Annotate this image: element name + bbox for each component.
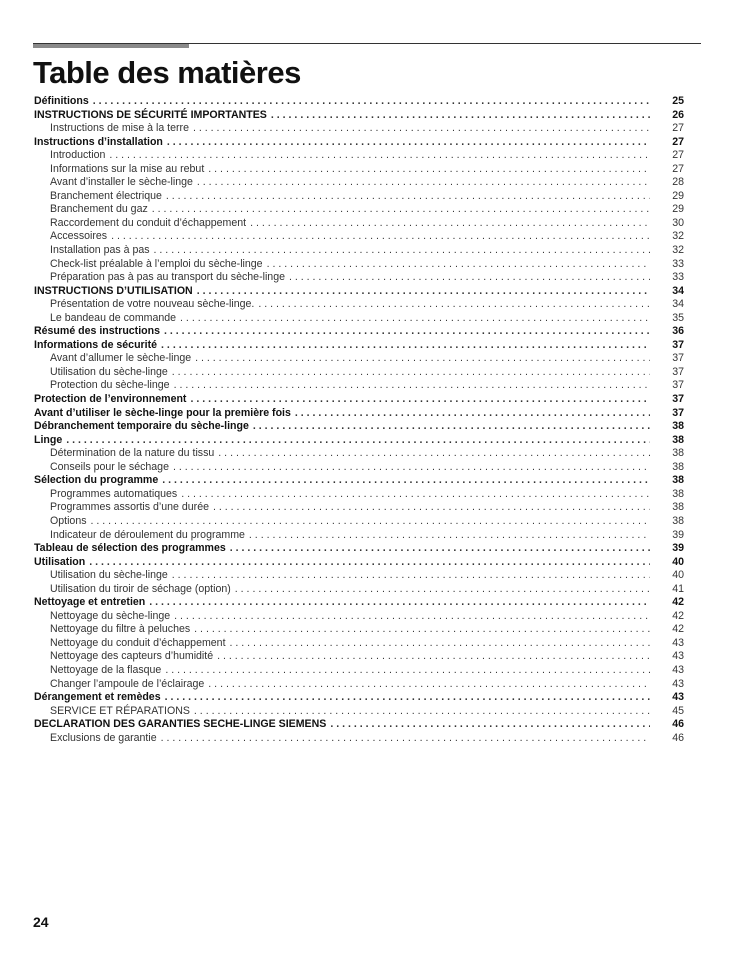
dot-leader [195, 352, 650, 366]
toc-entry-label: Check-list préalable à l’emploi du sèche-linge [50, 257, 263, 270]
toc-entry-page: 42 [672, 596, 684, 609]
toc-entry-page: 38 [672, 460, 684, 473]
toc-entry-label: Options [50, 514, 87, 527]
toc-subsection-entry [34, 529, 684, 543]
toc-entry-page: 43 [672, 677, 684, 690]
toc-entry-label: DECLARATION DES GARANTIES SECHE-LINGE SIEMENS [34, 718, 327, 731]
toc-entry-label: Avant d’utiliser le sèche-linge pour la première fois [34, 406, 291, 419]
toc-entry-page: 43 [672, 636, 684, 649]
toc-entry-page: 39 [672, 528, 684, 541]
dot-leader [197, 176, 650, 190]
toc-section-entry [34, 325, 684, 339]
toc-entry-page: 38 [672, 420, 684, 433]
toc-entry-page: 26 [672, 108, 684, 121]
toc-entry-page: 34 [672, 284, 684, 297]
toc-entry-label: Raccordement du conduit d’échappement [50, 216, 247, 229]
toc-entry-label: Tableau de sélection des programmes [34, 542, 226, 555]
toc-entry-label: Exclusions de garantie [50, 731, 157, 744]
toc-subsection-entry [34, 637, 684, 651]
dot-leader [174, 610, 650, 624]
toc-subsection-entry [34, 379, 684, 393]
toc-entry-label: Programmes assortis d’une durée [50, 501, 209, 514]
toc-entry-label: SERVICE ET RÉPARATIONS [50, 704, 190, 717]
dot-leader [230, 542, 650, 556]
dot-leader [249, 529, 650, 543]
toc-entry-label: Nettoyage du conduit d’échappement [50, 636, 226, 649]
toc-entry-page: 39 [672, 542, 684, 555]
toc-entry-label: Débranchement temporaire du sèche-linge [34, 420, 249, 433]
toc-entry-page: 38 [672, 433, 684, 446]
toc-subsection-entry [34, 271, 684, 285]
toc-entry-label: Protection de l’environnement [34, 393, 187, 406]
toc-entry-label: Définitions [34, 95, 89, 107]
toc-section-entry [34, 691, 684, 705]
dot-leader [109, 149, 650, 163]
toc-section-entry [34, 339, 684, 353]
dot-leader [235, 583, 650, 597]
dot-leader [173, 461, 650, 475]
toc-section-entry [34, 109, 684, 123]
toc-entry-page: 42 [672, 609, 684, 622]
toc-entry-page: 46 [672, 718, 684, 731]
toc-entry-page: 33 [672, 271, 684, 284]
toc-entry-page: 30 [672, 216, 684, 229]
toc-entry-label: Conseils pour le séchage [50, 460, 169, 473]
dot-leader [258, 298, 650, 312]
dot-leader [218, 447, 650, 461]
toc-subsection-entry [34, 515, 684, 529]
toc-section-entry [34, 434, 684, 448]
toc-entry-page: 37 [672, 365, 684, 378]
dot-leader [165, 691, 650, 705]
toc-entry-label: Indicateur de déroulement du programme [50, 528, 245, 541]
toc-entry-label: Linge [34, 433, 63, 446]
toc-section-entry [34, 285, 684, 299]
toc-entry-page: 38 [672, 474, 684, 487]
toc-subsection-entry [34, 447, 684, 461]
toc-entry-page: 38 [672, 501, 684, 514]
dot-leader [166, 190, 650, 204]
page-title: Table des matières [33, 55, 301, 90]
toc-entry-page: 37 [672, 338, 684, 351]
toc-entry-label: Changer l’ampoule de l’éclairage [50, 677, 205, 690]
toc-subsection-entry [34, 650, 684, 664]
toc-entry-label: Branchement électrique [50, 189, 162, 202]
toc-entry-page: 33 [672, 257, 684, 270]
toc-subsection-entry [34, 163, 684, 177]
toc-entry-page: 27 [672, 135, 684, 148]
dot-leader [230, 637, 650, 651]
toc-entry-label: Sélection du programme [34, 474, 159, 487]
dot-leader [172, 569, 650, 583]
toc-entry-page: 25 [672, 95, 684, 107]
toc-entry-page: 43 [672, 663, 684, 676]
toc-entry-label: Protection du sèche-linge [50, 379, 170, 392]
toc-entry-page: 28 [672, 176, 684, 189]
toc-entry-page: 36 [672, 325, 684, 338]
toc-entry-page: 38 [672, 447, 684, 460]
toc-entry-label: Installation pas à pas [50, 244, 150, 257]
dot-leader [165, 664, 650, 678]
toc-entry-page: 38 [672, 487, 684, 500]
dot-leader [152, 203, 650, 217]
toc-section-entry [34, 596, 684, 610]
toc-section-entry [34, 474, 684, 488]
toc-entry-label: Utilisation du sèche-linge [50, 569, 168, 582]
toc-entry-label: Utilisation [34, 555, 86, 568]
toc-entry-page: 38 [672, 514, 684, 527]
toc-entry-page: 37 [672, 379, 684, 392]
toc-subsection-entry [34, 176, 684, 190]
toc-entry-label: Introduction [50, 149, 106, 162]
toc-section-entry [34, 407, 684, 421]
toc-entry-label: Nettoyage du filtre à peluches [50, 623, 191, 636]
toc-subsection-entry [34, 678, 684, 692]
toc-entry-page: 37 [672, 393, 684, 406]
toc-entry-label: Nettoyage du sèche-linge [50, 609, 171, 622]
toc-entry-label: Accessoires [50, 230, 108, 243]
toc-entry-label: Dérangement et remèdes [34, 691, 161, 704]
toc-entry-label: Présentation de votre nouveau sèche-linge. [50, 298, 255, 311]
dot-leader [162, 474, 650, 488]
toc-subsection-entry [34, 488, 684, 502]
toc-section-entry [34, 136, 684, 150]
toc-section-entry [34, 718, 684, 732]
toc-entry-label: Nettoyage des capteurs d’humidité [50, 650, 214, 663]
dot-leader [267, 258, 650, 272]
toc-subsection-entry [34, 705, 684, 719]
toc-entry-page: 42 [672, 623, 684, 636]
toc-subsection-entry [34, 217, 684, 231]
dot-leader [149, 596, 650, 610]
toc-section-entry [34, 393, 684, 407]
dot-leader [174, 379, 650, 393]
dot-leader [330, 718, 650, 732]
toc-entry-page: 45 [672, 704, 684, 717]
toc-subsection-entry [34, 352, 684, 366]
toc-section-entry [34, 556, 684, 570]
dot-leader [194, 705, 650, 719]
toc-entry-label: Utilisation du sèche-linge [50, 365, 168, 378]
dot-leader [181, 488, 650, 502]
toc-subsection-entry [34, 732, 684, 746]
toc-entry-page: 29 [672, 203, 684, 216]
header-rule [33, 43, 701, 44]
toc-entry-page: 43 [672, 650, 684, 663]
toc-subsection-entry [34, 623, 684, 637]
toc-subsection-entry [34, 149, 684, 163]
toc-subsection-entry [34, 312, 684, 326]
toc-entry-label: Avant d’installer le sèche-linge [50, 176, 193, 189]
dot-leader [167, 136, 650, 150]
toc-entry-page: 27 [672, 162, 684, 175]
dot-leader [91, 515, 650, 529]
toc-subsection-entry [34, 366, 684, 380]
dot-leader [271, 109, 650, 123]
toc-entry-page: 32 [672, 244, 684, 257]
toc-section-entry [34, 95, 684, 109]
toc-entry-page: 43 [672, 691, 684, 704]
toc-subsection-entry [34, 298, 684, 312]
dot-leader [295, 407, 650, 421]
toc-subsection-entry [34, 664, 684, 678]
toc-entry-page: 29 [672, 189, 684, 202]
dot-leader [213, 501, 650, 515]
toc-entry-label: Informations sur la mise au rebut [50, 162, 205, 175]
toc-entry-page: 27 [672, 149, 684, 162]
dot-leader [180, 312, 650, 326]
toc-entry-page: 34 [672, 298, 684, 311]
toc-entry-page: 32 [672, 230, 684, 243]
toc-subsection-entry [34, 461, 684, 475]
toc-entry-label: Avant d’allumer le sèche-linge [50, 352, 192, 365]
toc-subsection-entry [34, 569, 684, 583]
dot-leader [111, 230, 650, 244]
toc-entry-page: 40 [672, 555, 684, 568]
toc-entry-label: Le bandeau de commande [50, 311, 177, 324]
dot-leader [289, 271, 650, 285]
toc-entry-label: Instructions d’installation [34, 135, 163, 148]
toc-section-entry [34, 420, 684, 434]
toc-entry-label: Informations de sécurité [34, 338, 158, 351]
dot-leader [66, 434, 650, 448]
dot-leader [217, 650, 650, 664]
dot-leader [193, 122, 650, 136]
dot-leader [164, 325, 650, 339]
toc-entry-label: Nettoyage de la flasque [50, 663, 162, 676]
dot-leader [89, 556, 650, 570]
toc-entry-label: Nettoyage et entretien [34, 596, 146, 609]
toc-entry-page: 27 [672, 122, 684, 135]
dot-leader [197, 285, 650, 299]
toc-entry-page: 35 [672, 311, 684, 324]
dot-leader [154, 244, 650, 258]
toc-subsection-entry [34, 501, 684, 515]
dot-leader [172, 366, 650, 380]
toc-entry-page: 37 [672, 352, 684, 365]
page-number: 24 [33, 914, 49, 930]
toc-subsection-entry [34, 583, 684, 597]
toc-entry-label: Instructions de mise à la terre [50, 122, 189, 135]
dot-leader [190, 393, 650, 407]
toc-entry-label: INSTRUCTIONS DE SÉCURITÉ IMPORTANTES [34, 108, 267, 121]
toc-subsection-entry [34, 258, 684, 272]
toc-entry-label: Résumé des instructions [34, 325, 160, 338]
toc-entry-label: INSTRUCTIONS D’UTILISATION [34, 284, 193, 297]
toc-entry-label: Utilisation du tiroir de séchage (option) [50, 582, 231, 595]
dot-leader [208, 163, 650, 177]
toc-entry-label: Programmes automatiques [50, 487, 178, 500]
toc-entry-page: 46 [672, 731, 684, 744]
toc-subsection-entry [34, 230, 684, 244]
toc-subsection-entry [34, 610, 684, 624]
toc-subsection-entry [34, 190, 684, 204]
dot-leader [253, 420, 650, 434]
toc-section-entry [34, 542, 684, 556]
toc-entry-page: 40 [672, 569, 684, 582]
toc-subsection-entry [34, 244, 684, 258]
dot-leader [161, 339, 650, 353]
dot-leader [93, 95, 650, 109]
toc-entry-label: Détermination de la nature du tissu [50, 447, 215, 460]
dot-leader [194, 623, 650, 637]
toc-entry-label: Préparation pas à pas au transport du sèche-linge [50, 271, 285, 284]
toc-entry-page: 41 [672, 582, 684, 595]
toc-subsection-entry [34, 203, 684, 217]
table-of-contents [34, 95, 684, 745]
dot-leader [208, 678, 650, 692]
toc-entry-page: 37 [672, 406, 684, 419]
dot-leader [250, 217, 650, 231]
toc-subsection-entry [34, 122, 684, 136]
dot-leader [161, 732, 650, 746]
toc-entry-label: Branchement du gaz [50, 203, 148, 216]
